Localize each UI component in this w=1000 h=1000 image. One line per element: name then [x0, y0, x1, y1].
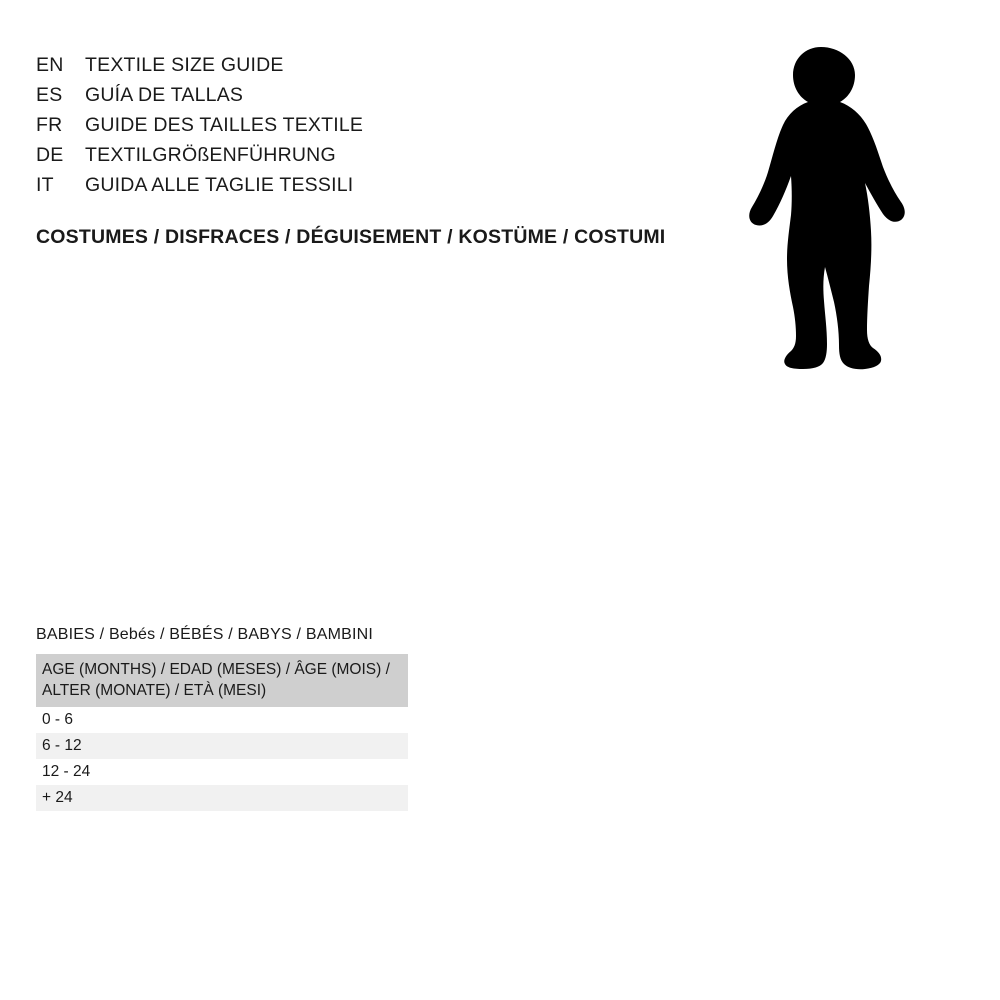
language-row-es	[36, 80, 363, 110]
language-text-en: TEXTILE SIZE GUIDE	[85, 54, 284, 76]
language-row-it	[36, 170, 363, 200]
language-code-es: ES	[36, 84, 63, 106]
table-row	[36, 733, 408, 759]
table-cell-age: 0 - 6	[36, 707, 408, 733]
language-text-es: GUÍA DE TALLAS	[85, 84, 244, 106]
costumes-heading: COSTUMES / DISFRACES / DÉGUISEMENT / KOSTÜME / COSTUMI	[36, 226, 666, 248]
table-row	[36, 759, 408, 785]
language-text-it: GUIDA ALLE TAGLIE TESSILI	[85, 174, 354, 196]
language-row-de	[36, 140, 363, 170]
language-text-de: TEXTILGRÖßENFÜHRUNG	[85, 144, 336, 166]
table-cell-age: + 24	[36, 785, 408, 811]
toddler-silhouette-icon	[735, 45, 905, 375]
size-table	[36, 654, 408, 811]
table-caption: BABIES / Bebés / BÉBÉS / BABYS / BAMBINI	[36, 626, 374, 643]
table-row	[36, 785, 408, 811]
table-header-age: AGE (MONTHS) / EDAD (MESES) / ÂGE (MOIS) / ALTER (MONATE) / ETÀ (MESI)	[36, 654, 408, 707]
size-table-section	[36, 626, 408, 811]
language-row-en	[36, 50, 363, 80]
language-code-en: EN	[36, 54, 64, 76]
table-cell-age: 6 - 12	[36, 733, 408, 759]
language-list	[36, 50, 363, 200]
language-row-fr	[36, 110, 363, 140]
table-cell-age: 12 - 24	[36, 759, 408, 785]
table-row	[36, 707, 408, 733]
language-code-fr: FR	[36, 114, 63, 136]
language-text-fr: GUIDE DES TAILLES TEXTILE	[85, 114, 364, 136]
language-code-de: DE	[36, 144, 64, 166]
table-header-row	[36, 654, 408, 707]
language-code-it: IT	[36, 174, 54, 196]
